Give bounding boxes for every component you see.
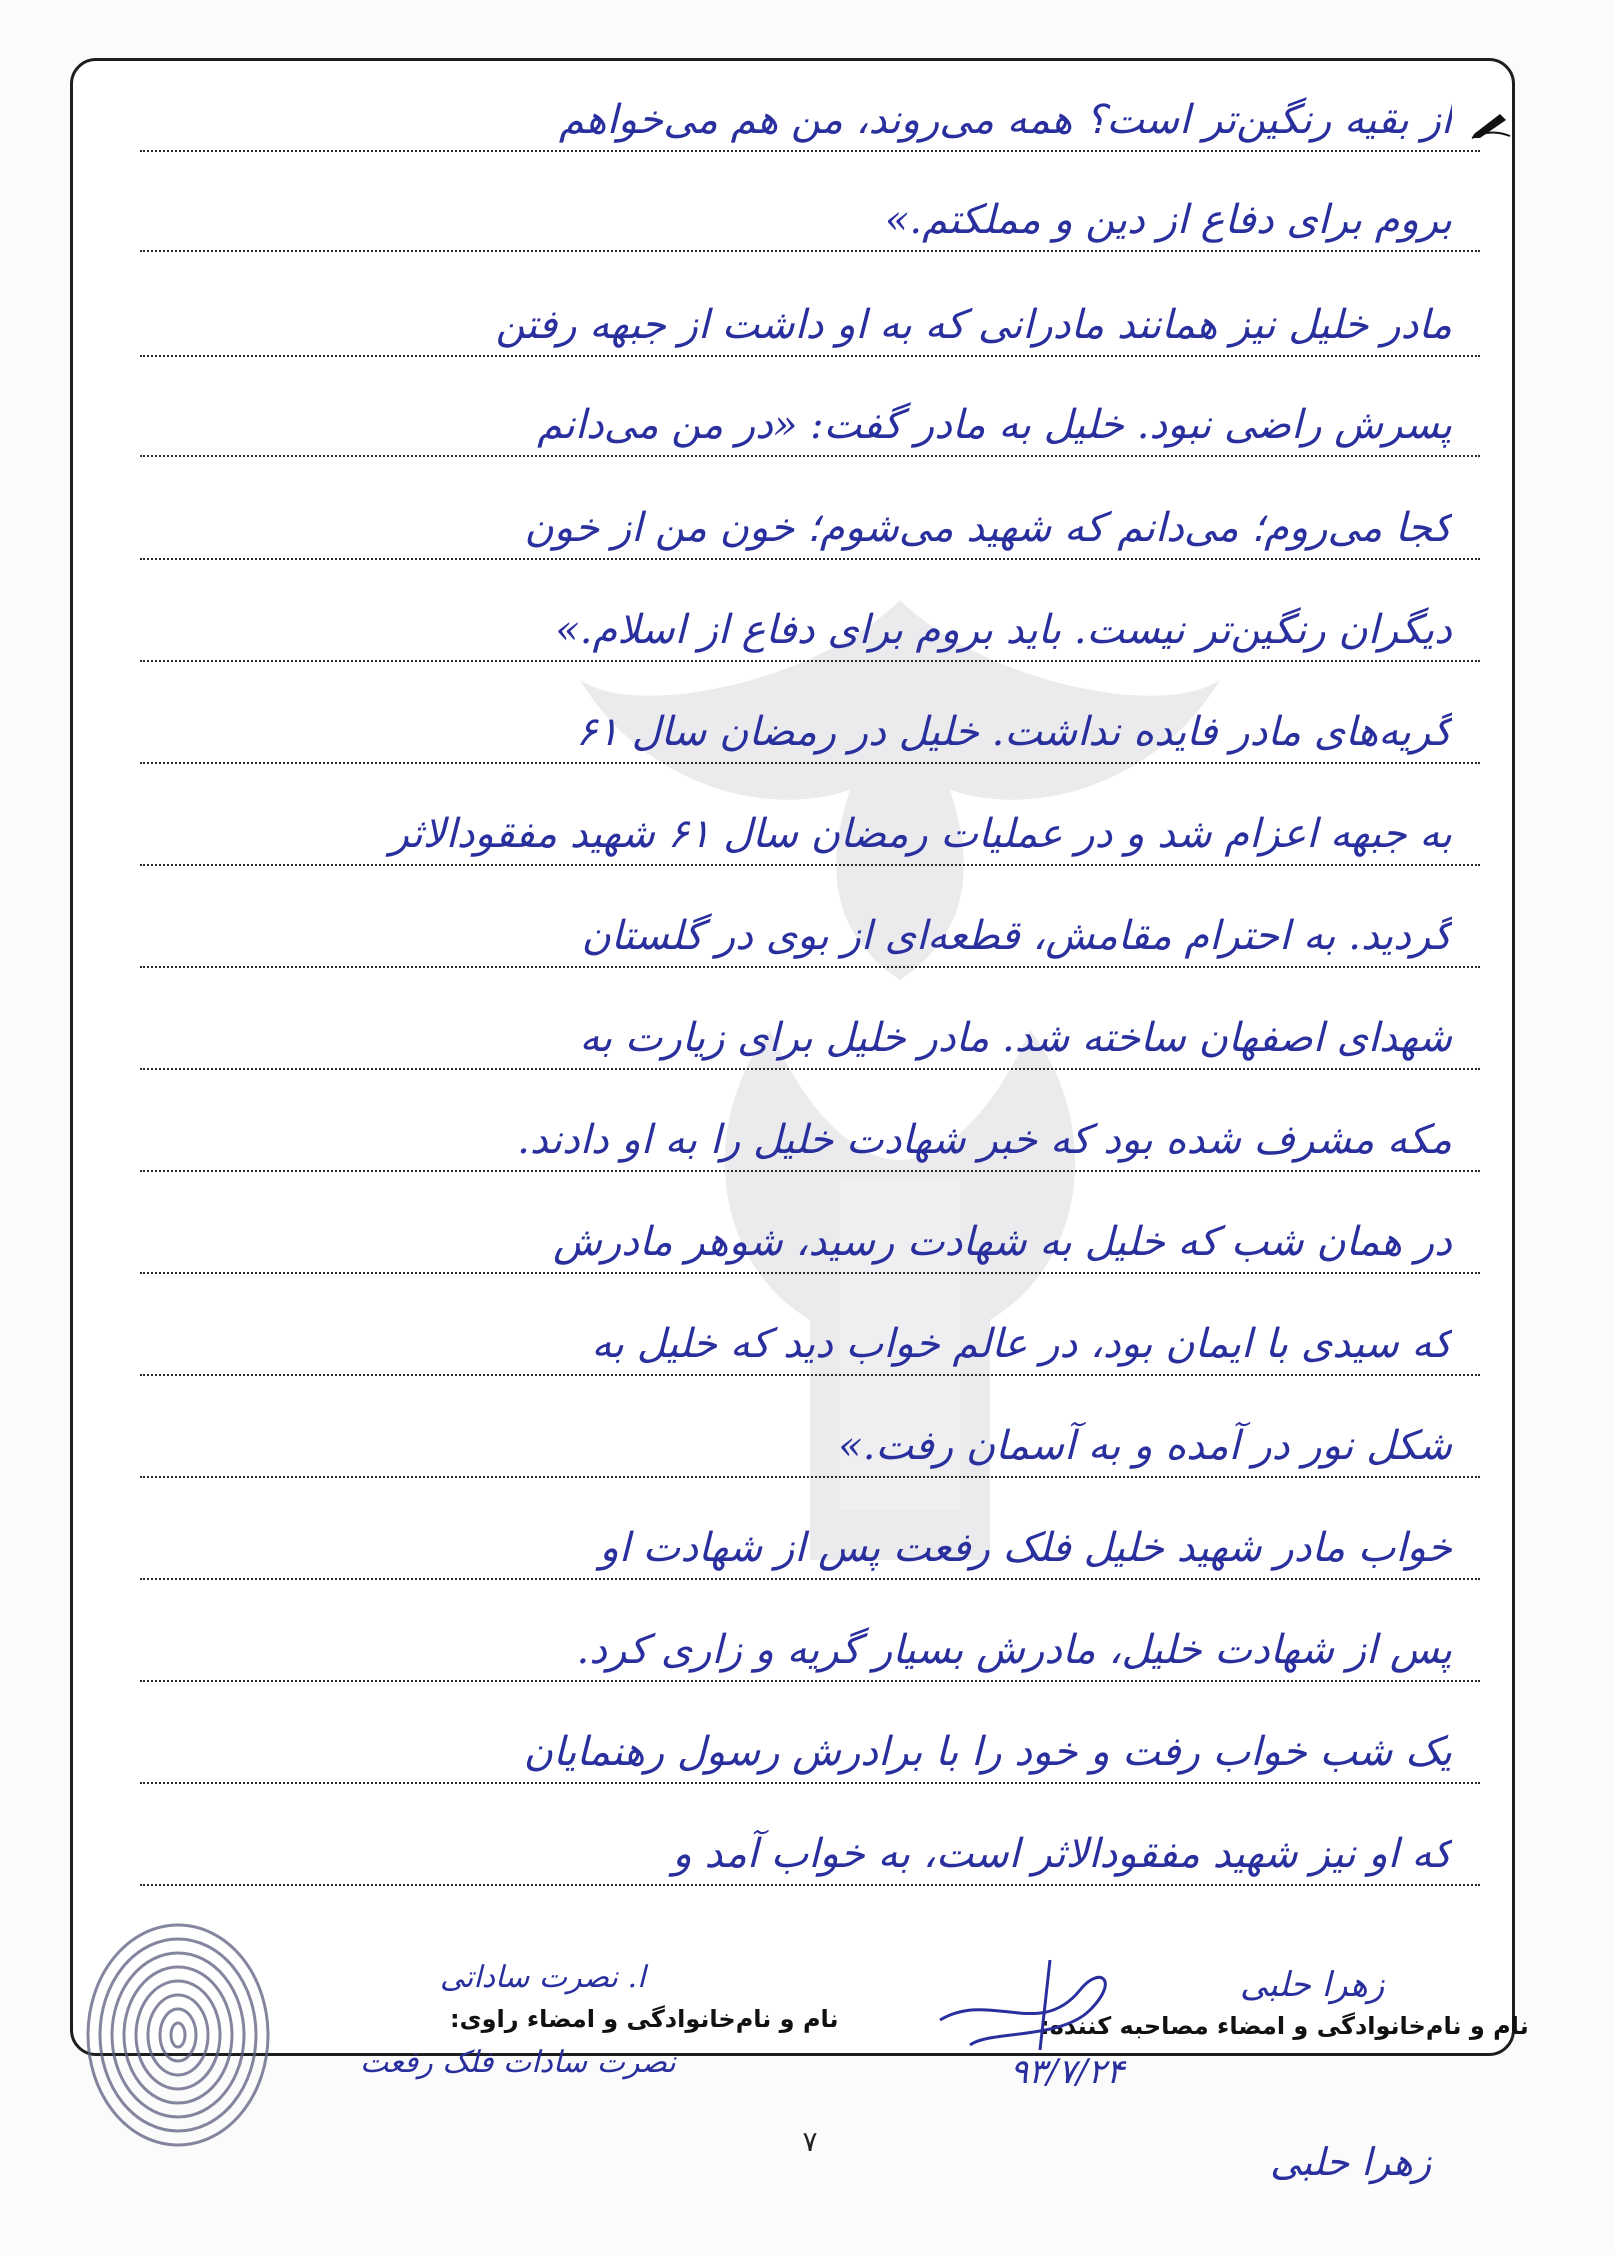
line-text: کجا می‌روم؛ می‌دانم که شهید می‌شوم؛ خون من از خون — [524, 505, 1452, 551]
line-text: گردید. به احترام مقامش، قطعه‌ای از بوی در گلستان — [581, 913, 1452, 959]
line-text: پسرش راضی نبود. خلیل به مادر گفت: «در من می‌دانم — [537, 402, 1452, 448]
text-line-16 — [140, 1600, 1480, 1682]
line-text: مکه مشرف شده بود که خبر شهادت خلیل را به او دادند. — [517, 1117, 1452, 1163]
text-line-12 — [140, 1192, 1480, 1274]
text-line-17 — [140, 1702, 1480, 1784]
line-text: پس از شهادت خلیل، مادرش بسیار گریه و زاری کرد. — [576, 1627, 1452, 1673]
text-line-1 — [140, 70, 1480, 152]
line-text: که سیدی با ایمان بود، در عالم خواب دید که خلیل به — [591, 1321, 1452, 1367]
fingerprint-mark-icon — [78, 1915, 278, 2155]
text-line-14 — [140, 1396, 1480, 1478]
text-line-2 — [140, 170, 1480, 252]
text-line-13 — [140, 1294, 1480, 1376]
narrator-signature-label: نام و نام‌خانوادگی و امضاء راوی: — [450, 2005, 839, 2033]
text-line-8 — [140, 784, 1480, 866]
line-text: خواب مادر شهید خلیل فلک رفعت پس از شهادت او — [599, 1525, 1452, 1571]
line-text: به جبهه اعزام شد و در عملیات رمضان سال ۶۱ شهید مفقودالاثر — [389, 811, 1452, 857]
text-line-5 — [140, 478, 1480, 560]
interviewer-date: ۹۳/۷/۲۴ — [1010, 2052, 1125, 2092]
line-text: یک شب خواب رفت و خود را با برادرش رسول رهنمایان — [523, 1729, 1452, 1775]
interviewer-signature-label: نام و نام‌خانوادگی و امضاء مصاحبه کننده: — [1040, 2012, 1529, 2040]
text-line-9 — [140, 886, 1480, 968]
text-line-7 — [140, 682, 1480, 764]
text-line-15 — [140, 1498, 1480, 1580]
text-line-18 — [140, 1804, 1480, 1886]
narrator-name-bottom: نصرت سادات فلک رفعت — [360, 2045, 676, 2080]
line-text: مادر خلیل نیز همانند مادرانی که به او داشت از جبهه رفتن — [495, 302, 1452, 348]
line-text: که او نیز شهید مفقودالاثر است، به خواب آمد و — [672, 1831, 1452, 1877]
line-text: از بقیه رنگین‌تر است؟ همه می‌روند، من هم می‌خواهم — [558, 97, 1452, 143]
text-line-6 — [140, 580, 1480, 662]
line-text: دیگران رنگین‌تر نیست. باید بروم برای دفاع از اسلام.» — [555, 607, 1452, 653]
line-text: شکل نور در آمده و به آسمان رفت.» — [838, 1423, 1452, 1469]
narrator-name-top: ا. نصرت ساداتی — [440, 1960, 646, 1995]
line-text: در همان شب که خلیل به شهادت رسید، شوهر مادرش — [553, 1219, 1452, 1265]
text-line-10 — [140, 988, 1480, 1070]
interviewer-signature-scribble-icon — [930, 1950, 1130, 2060]
page-number: ۷ — [802, 2125, 818, 2158]
text-line-3 — [140, 275, 1480, 357]
line-text: گریه‌های مادر فایده نداشت. خلیل در رمضان سال ۶۱ — [575, 709, 1452, 755]
text-line-11 — [140, 1090, 1480, 1172]
interviewer-name: زهرا حلبی — [1240, 1965, 1385, 2005]
line-text: شهدای اصفهان ساخته شد. مادر خلیل برای زیارت به — [579, 1015, 1452, 1061]
text-line-4 — [140, 375, 1480, 457]
line-text: بروم برای دفاع از دین و مملکتم.» — [884, 197, 1452, 243]
margin-signature: زهرا حلبی — [1270, 2140, 1432, 2184]
